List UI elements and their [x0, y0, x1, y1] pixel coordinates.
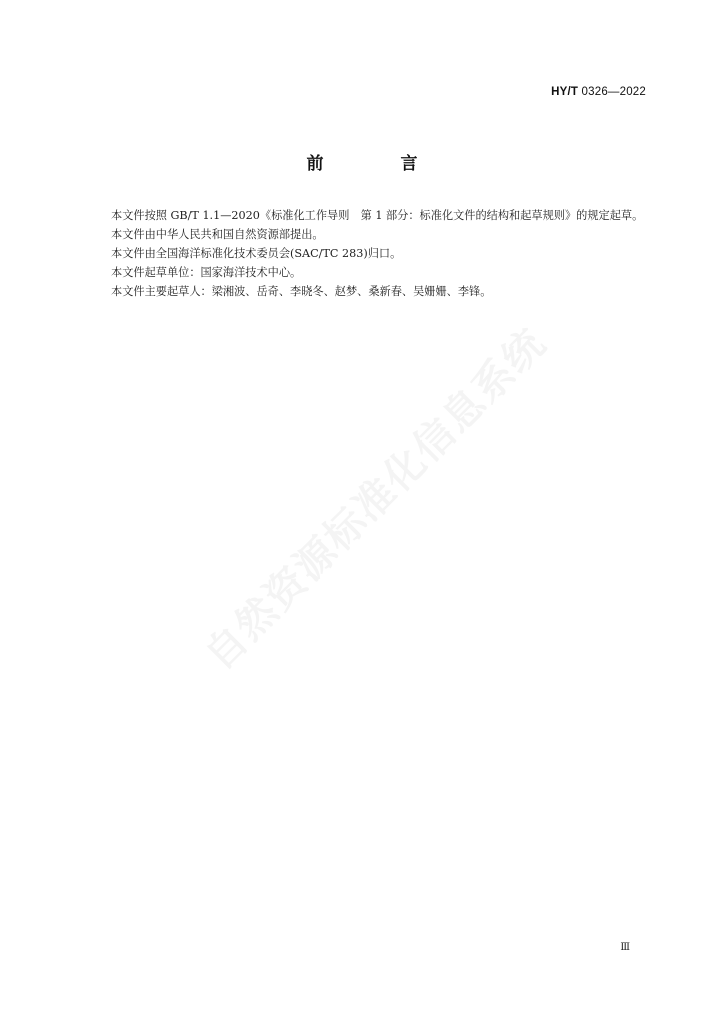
standard-code [551, 86, 646, 98]
paragraph-proposer: 本文件由中华人民共和国自然资源部提出。 [111, 228, 324, 241]
standard-number: 0326—2022 [581, 86, 646, 98]
watermark: 自然资源标准化信息系统 [196, 319, 556, 679]
paragraph-drafting-rules: 本文件按照 GB/T 1.1—2020《标准化工作导则 第 1 部分：标准化文件的结构和起草规则》的规定起草。 [111, 209, 644, 222]
paragraph-committee: 本文件由全国海洋标准化技术委员会(SAC/TC 283)归口。 [111, 247, 402, 260]
page-title: 前 言 [306, 154, 448, 174]
page-number: Ⅲ [620, 942, 630, 953]
standard-prefix: HY/T [551, 86, 579, 98]
paragraph-drafters: 本文件主要起草人：梁湘波、岳奇、李晓冬、赵梦、桑新春、吴姗姗、李锋。 [111, 285, 492, 298]
foreword-body [88, 206, 650, 301]
paragraph-drafting-unit: 本文件起草单位：国家海洋技术中心。 [111, 266, 302, 279]
